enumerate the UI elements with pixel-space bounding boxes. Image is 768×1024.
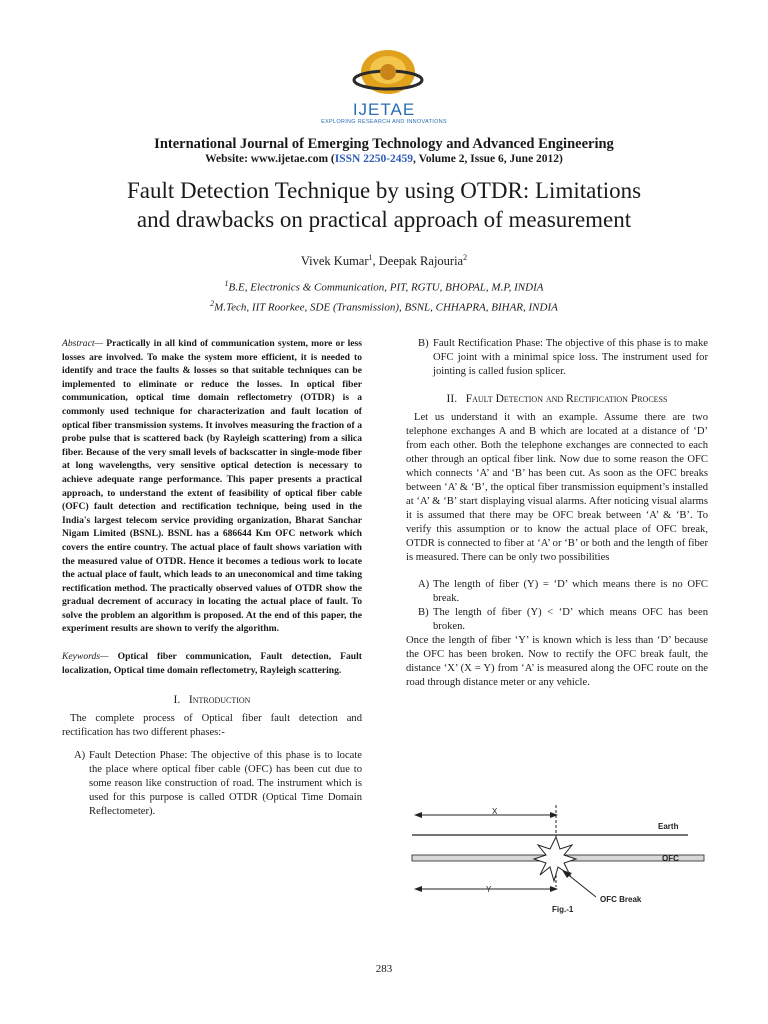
- journal-name: International Journal of Emerging Technology and Advanced Engineering: [154, 136, 614, 152]
- title-line-2: and drawbacks on practical approach of measurement: [136, 207, 632, 232]
- possibility-b-item: [406, 606, 708, 634]
- phase-a-item: [62, 749, 362, 819]
- x-arrow-left: [414, 812, 422, 818]
- authors: [0, 253, 768, 269]
- affiliation-2: [0, 296, 768, 316]
- phase-b-label: B): [418, 338, 429, 349]
- affiliation-1-text: B.E, Electronics & Communication, PIT, RGTU, BHOPAL, M.P, INDIA: [228, 281, 544, 294]
- abstract-lead: Abstract—: [62, 338, 104, 349]
- section-1-number: I.: [173, 694, 181, 707]
- section-2-heading: [406, 392, 708, 406]
- label-x: X: [492, 807, 498, 816]
- x-arrow-right: [550, 812, 558, 818]
- section-1-title: Introduction: [188, 694, 251, 707]
- right-column: [406, 337, 708, 690]
- keywords-lead: Keywords—: [62, 651, 109, 663]
- section-1-paragraph: The complete process of Optical fiber fault detection and rectification has two different phases:-: [62, 713, 362, 739]
- phase-a-text: Fault Detection Phase: The objective of this phase is to locate the place where optical fiber cable (OFC) has been cut due to some reason like construction of road. The instrument which is used for this purpose is called OTDR (Optical Time Domain Reflectometer).: [89, 750, 362, 818]
- left-column: [62, 337, 362, 819]
- logo-tagline: EXPLORING RESEARCH AND INNOVATIONS: [321, 119, 447, 125]
- possibility-b-text: The length of fiber (Y) < ‘D’ which means OFC has been broken.: [433, 607, 708, 632]
- section-2-title: Fault Detection and Rectification Process: [465, 393, 668, 405]
- y-arrow-right: [550, 886, 558, 892]
- phase-b-text: Fault Rectification Phase: The objective of this phase is to make OFC joint with a minimal spice loss. The instrument used for jointing is called fusion splicer.: [433, 338, 708, 377]
- label-ofc-break: OFC Break: [600, 895, 642, 904]
- possibility-a-item: [406, 578, 708, 606]
- journal-website-line: [0, 153, 768, 165]
- author-2-sup: 2: [463, 253, 468, 262]
- abstract-text: Practically in all kind of communication system, more or less losses are involved. To make the system more efficient, it is needed to identify and trace the faults & losses so that suitable techniques can be implemented to eliminate or reduce the losses. In optical fiber communication, optical time domain reflectometry (OTDR) is a commonly used technique for characterization and fault location of optical fiber transmission systems. It involves measuring the fraction of a probe pulse that is scattered back (by Rayleigh scattering) from a silica fiber. Because of the very small levels of backscatter in single-mode fiber at long wavelengths, very sensitive optical detection is necessary to achieve adequate range performance. This paper presents a practical approach, to understand the extent of feasibility of optical fiber cable (OFC) fault detection and rectification technique, being used in the India's largest telecom service providing organization, Bharat Sanchar Nigam Limited (BSNL). BSNL has a 686644 Km OFC network which covers the entire country. The actual place of fault shows variation with the measured value of OTDR. Hence it becomes a tedious work to locate the actual place of fault, which leads to an uneconomical and time taking rectification method. The practically observed values of OTDR show the gradual decrement of accuracy in locating the actual place of fault. To solve the problem an algorithm is proposed. At the end of this paper, the experiment results are shown to verify the algorithm.: [62, 338, 362, 635]
- ofc-cable-right: [564, 855, 704, 861]
- keywords-text: Optical fiber communication, Fault detection, Fault localization, Optical time domain reflectometry, Rayleigh scattering.: [62, 651, 362, 676]
- section-2-number: II.: [446, 393, 458, 405]
- ofc-break-figure: [406, 797, 708, 922]
- label-earth: Earth: [658, 822, 679, 831]
- issn-link[interactable]: ISSN 2250-2459: [334, 153, 414, 165]
- label-ofc: OFC: [662, 854, 679, 863]
- logo-name: IJETAE: [352, 100, 416, 119]
- ofc-break-pointer: [566, 873, 596, 897]
- ofc-cable-left: [412, 855, 550, 861]
- phase-b-item: [406, 337, 708, 379]
- author-1: Vivek Kumar: [300, 254, 369, 269]
- author-separator: ,: [372, 254, 379, 269]
- section-2-paragraph-2: Once the length of fiber ‘Y’ is known which is less than ‘D’ because the OFC has been broken. Now to rectify the OFC break fault, the distance ‘X’ (X = Y) from ‘A’ is measured along the OFC route on the road through distance meter or any vehicle.: [406, 635, 708, 688]
- phase-a-label: A): [74, 750, 86, 762]
- section-1-heading: [62, 693, 362, 707]
- title-line-1: Fault Detection Technique by using OTDR: Limitations: [126, 178, 642, 203]
- label-y: Y: [486, 885, 492, 894]
- paper-title: [90, 176, 678, 234]
- figure-caption: Fig.-1: [552, 905, 574, 914]
- affiliations: [0, 276, 768, 315]
- website-suffix: , Volume 2, Issue 6, June 2012): [413, 153, 563, 165]
- section-2-paragraph-1: Let us understand it with an example. Assume there are two telephone exchanges A and B which are located at a distance of ‘D’ from each other. Both the telephone exchanges are connected to each other through an optical fiber link. Now due to some reason the OFC which connects ‘A’ and ‘B’ has been cut. As soon as the OFC breaks between ‘A’ & ‘B’, the optical fiber transmission equipment’s installed at ‘A’ & ‘B’ start displaying visual alarms. After noticing visual alarms it is assumed that there may be OFC break between ‘A’ & ‘B’. To verify this assumption or to know the actual place of OFC break, OTDR is connected to fiber at ‘A’ or ‘B’ or both and the length of fiber is measured. There can be only two possibilities: [406, 412, 708, 563]
- author-2: Deepak Rajouria: [378, 254, 464, 269]
- possibility-a-text: The length of fiber (Y) = ‘D’ which means there is no OFC break.: [433, 579, 708, 604]
- y-arrow-left: [414, 886, 422, 892]
- affiliation-1: [0, 276, 768, 296]
- affiliation-1-sup: 1: [224, 279, 229, 288]
- keywords: [62, 650, 362, 677]
- author-1-sup: 1: [368, 253, 373, 262]
- page-number: 283: [375, 963, 393, 975]
- affiliation-2-text: M.Tech, IIT Roorkee, SDE (Transmission), BSNL, CHHAPRA, BIHAR, INDIA: [214, 301, 558, 314]
- website-prefix: Website: www.ijetae.com (: [205, 153, 335, 165]
- possibility-a-label: A): [418, 579, 430, 590]
- possibility-b-label: B): [418, 607, 429, 618]
- affiliation-2-sup: 2: [210, 298, 215, 308]
- abstract: [62, 337, 362, 636]
